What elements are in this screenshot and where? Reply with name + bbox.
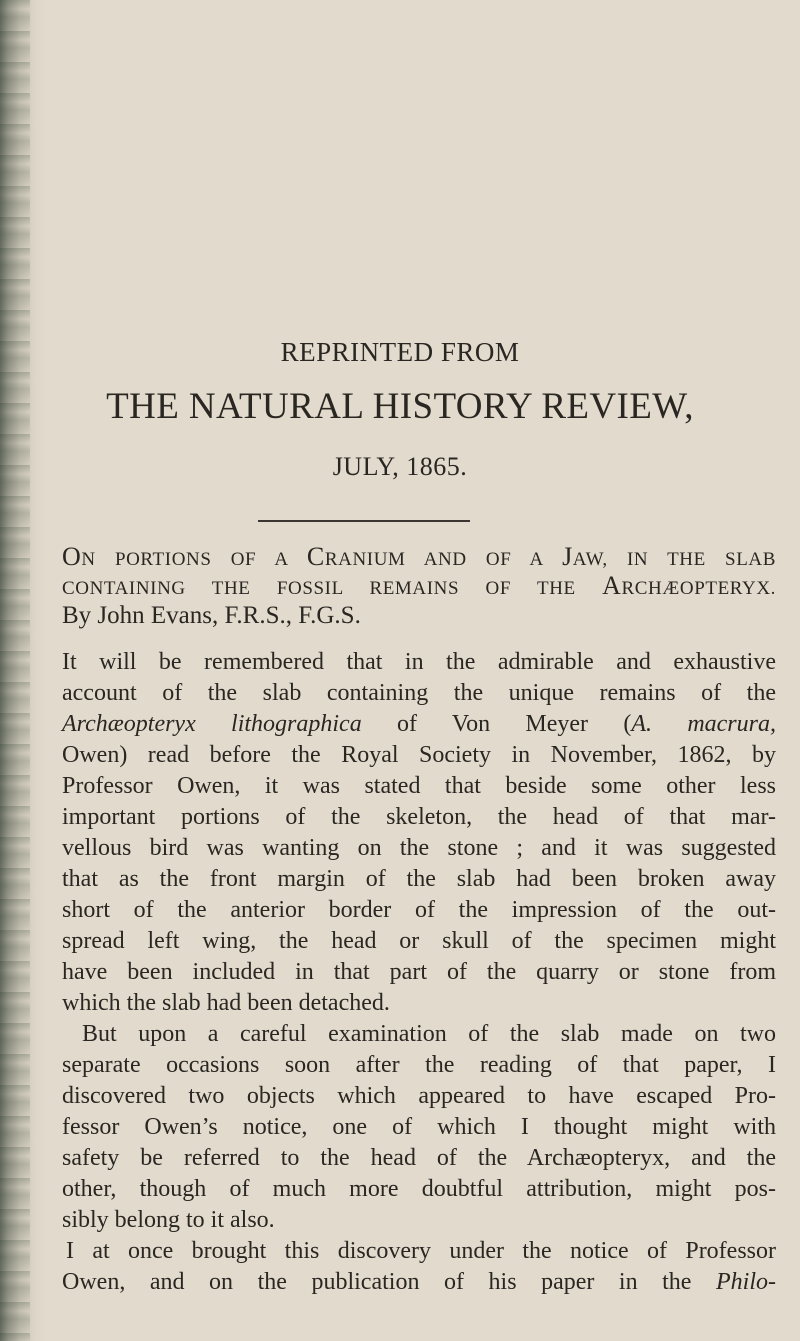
body-line: other, though of much more doubtful attribution, might pos- [62,1176,776,1202]
title-initial: O [62,542,82,571]
body-line: short of the anterior border of the impression of the out- [62,897,776,923]
title-initial: C [306,542,325,571]
title-initial: J [562,542,573,571]
reprinted-from-heading: REPRINTED FROM [280,337,520,367]
title-text: CONTAINING THE FOSSIL REMAINS OF THE [62,578,603,599]
article-author: By John Evans, F.R.S., F.G.S. [62,602,361,629]
body-line: fessor Owen’s notice, one of which I thought might with [62,1114,776,1140]
body-line: that as the front margin of the slab had been broken away [62,866,776,892]
body-line: Owen) read before the Royal Society in November, 1862, by [62,742,776,768]
body-line [62,1267,776,1297]
body-line: important portions of the skeleton, the head of that mar- [62,804,776,830]
body-line: account of the slab containing the unique remains of the [62,680,776,706]
body-text: of Von Meyer ( [361,711,632,737]
title-text: RCHÆOPTERYX. [621,578,776,599]
species-name: A. macrura, [631,711,776,737]
title-text: RANIUM AND OF A [324,549,563,570]
body-line: Professor Owen, it was stated that beside some other less [62,773,776,799]
body-line: have been included in that part of the quarry or stone from [62,959,776,985]
journal-title: THE NATURAL HISTORY REVIEW, [106,386,694,427]
title-text: AW, IN THE SLAB [572,549,777,570]
journal-name: Philo- [716,1269,776,1295]
title-initial: A [602,571,622,600]
body-line: safety be referred to the head of the Archæopteryx, and the [62,1145,776,1171]
body-line: sibly belong to it also. [62,1207,275,1233]
species-name: Archæopteryx lithographica [62,711,362,737]
body-line: It will be remembered that in the admirable and exhaustive [62,649,776,675]
body-line: spread left wing, the head or skull of the specimen might [62,928,776,954]
article-title-line-2 [62,571,776,604]
body-text: Owen, and on the publication of his paper in the [62,1269,716,1295]
issue-date: JULY, 1865. [332,452,468,481]
binding-edge [0,0,30,1341]
body-line: which the slab had been detached. [62,990,390,1016]
body-line: discovered two objects which appeared to have escaped Pro- [62,1083,776,1109]
title-text: N PORTIONS OF A [81,549,307,570]
divider-rule [258,520,470,522]
body-line: I at once brought this discovery under the notice of Professor [66,1238,776,1264]
body-line [62,709,776,739]
body-line: separate occasions soon after the reading of that paper, I [62,1052,776,1078]
body-line: But upon a careful examination of the slab made on two [82,1021,776,1047]
body-line: vellous bird was wanting on the stone ; and it was suggested [62,835,776,861]
